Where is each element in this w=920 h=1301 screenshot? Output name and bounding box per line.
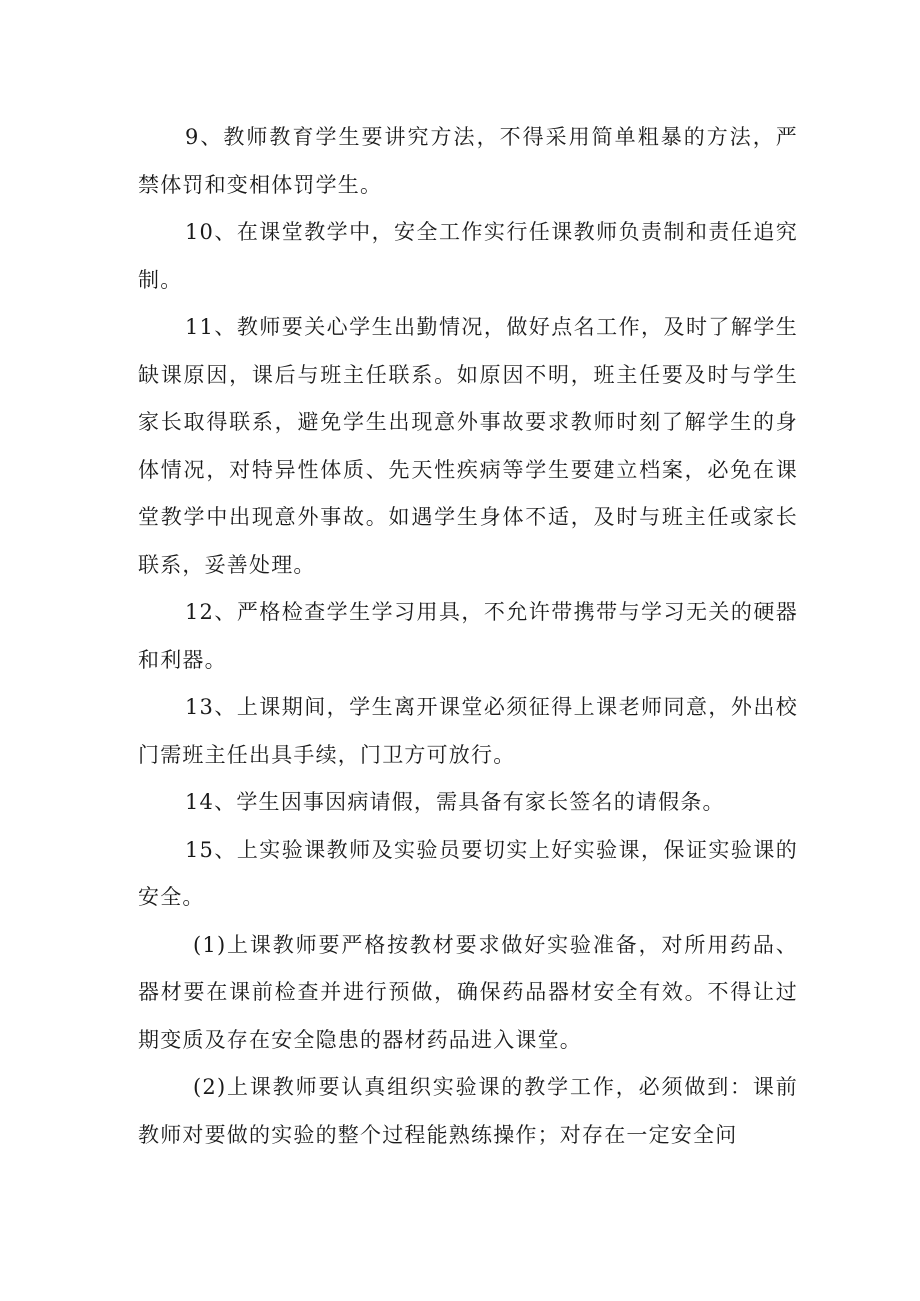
paragraph-item-14: 14、学生因事因病请假，需具备有家长签名的请假条。 [185,790,725,814]
paragraph-item-12: 12、严格检查学生学习用具，不允许带携带与学习无关的硬器和利器。 [138,600,798,672]
document-body [138,114,798,1159]
paragraph-item-9: 9、教师教育学生要讲究方法，不得采用简单粗暴的方法，严禁体罚和变相体罚学生。 [138,125,798,197]
paragraph-subitem-2: (2)上课教师要认真组织实验课的教学工作，必须做到：课前教师对要做的实验的整个过程能熟练操作；对存在一定安全问 [138,1075,798,1147]
paragraph-item-11: 11、教师要关心学生出勤情况，做好点名工作，及时了解学生缺课原因，课后与班主任联系。如原因不明，班主任要及时与学生家长取得联系，避免学生出现意外事故要求教师时刻了解学生的身体情况，对特异性体质、先天性疾病等学生要建立档案，必免在课堂教学中出现意外事故。如遇学生身体不适，及时与班主任或家长联系，妥善处理。 [138,315,798,577]
paragraph-item-10: 10、在课堂教学中，安全工作实行任课教师负责制和责任追究制。 [138,220,798,292]
paragraph-item-15: 15、上实验课教师及实验员要切实上好实验课，保证实验课的安全。 [138,837,798,909]
paragraph-subitem-1: (1)上课教师要严格按教材要求做好实验准备，对所用药品、器材要在课前检查并进行预做，确保药品器材安全有效。不得让过期变质及存在安全隐患的器材药品进入课堂。 [138,932,798,1052]
paragraph-item-13: 13、上课期间，学生离开课堂必须征得上课老师同意，外出校门需班主任出具手续，门卫方可放行。 [138,695,798,767]
